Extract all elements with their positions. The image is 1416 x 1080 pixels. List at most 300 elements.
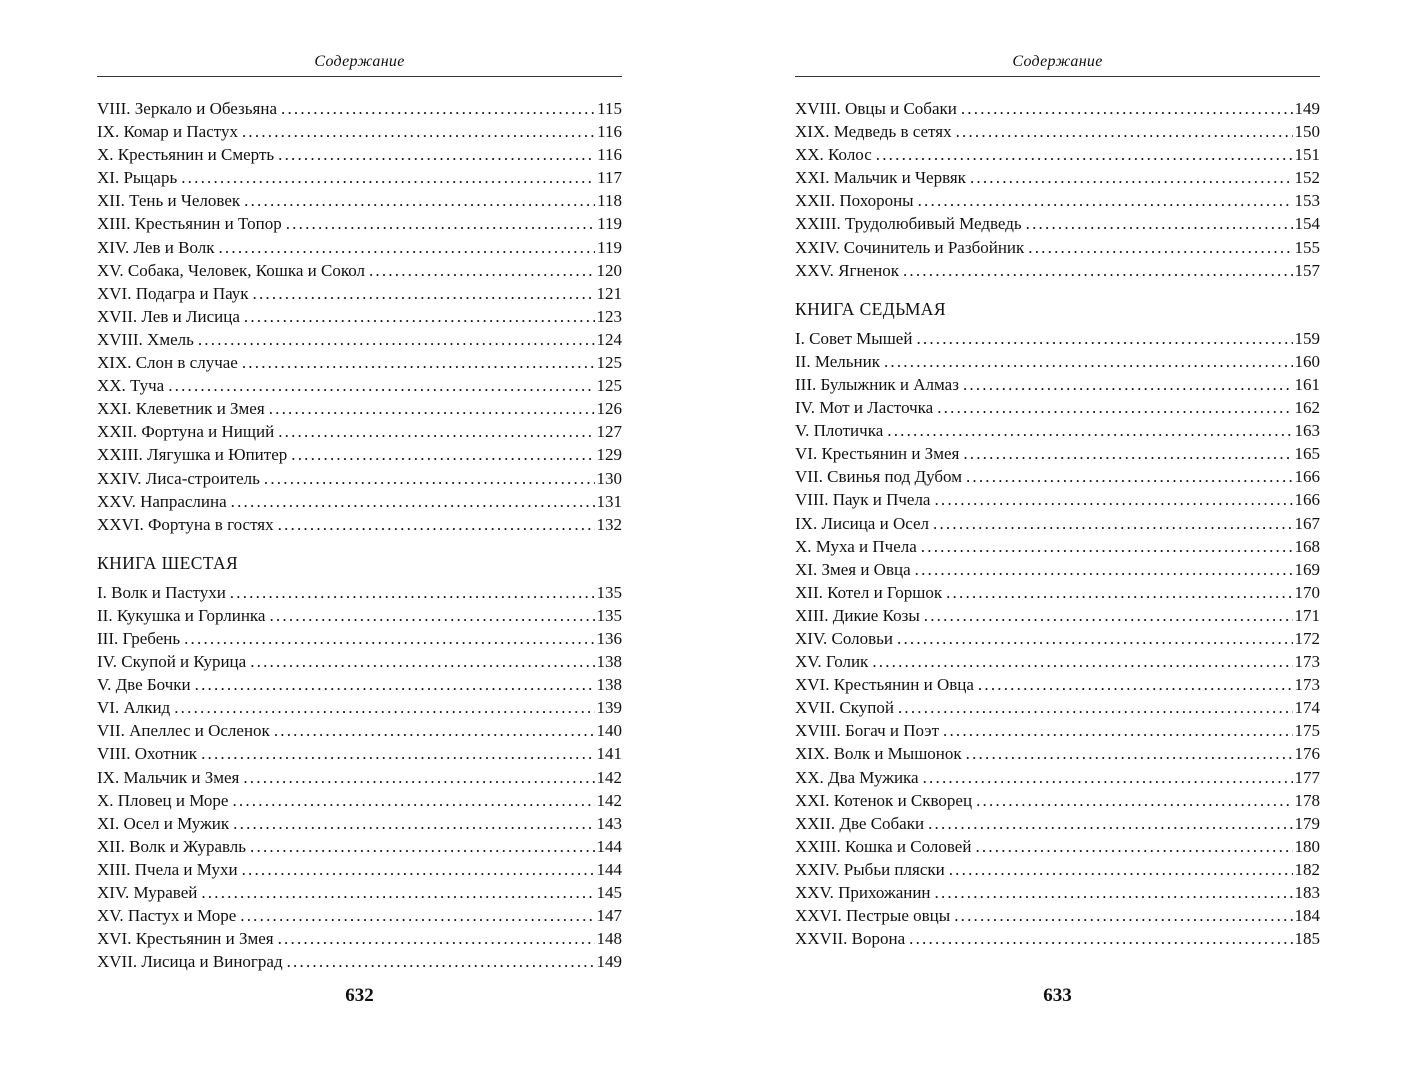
- dot-leader: [961, 97, 1293, 120]
- entry-title: XXI. Котенок и Скворец: [795, 790, 973, 810]
- toc-entry: [97, 881, 622, 904]
- entry-page-number: 132: [596, 514, 622, 534]
- entry-page-number: 165: [1294, 444, 1320, 464]
- dot-leader: [184, 627, 594, 650]
- dot-leader: [230, 581, 595, 604]
- toc-entry: [97, 166, 622, 189]
- dot-leader: [918, 189, 1293, 212]
- entry-page-number: 149: [1294, 99, 1320, 118]
- toc-entry: [97, 789, 622, 812]
- entry-page-number: 184: [1294, 906, 1320, 926]
- right-page: [795, 0, 1320, 1080]
- entry-title: XXII. Две Собаки: [795, 813, 925, 833]
- entry-page-number: 138: [596, 675, 622, 695]
- toc-entry: [795, 789, 1320, 812]
- dot-leader: [928, 812, 1292, 835]
- toc-entry: [97, 673, 622, 696]
- entry-title: IV. Скупой и Курица: [97, 652, 247, 672]
- entry-title: XV. Пастух и Море: [97, 906, 237, 926]
- toc-entry: [795, 350, 1320, 373]
- entry-title: XXV. Прихожанин: [795, 883, 931, 902]
- table-of-contents: [97, 97, 622, 973]
- toc-entry: [795, 673, 1320, 696]
- toc-entry: [795, 419, 1320, 442]
- dot-leader: [978, 673, 1293, 696]
- entry-title: XIX. Слон в случае: [97, 353, 238, 373]
- entry-title: XXIV. Рыбьи пляски: [795, 859, 945, 879]
- entry-title: XVI. Крестьянин и Овца: [795, 675, 974, 695]
- dot-leader: [976, 789, 1292, 812]
- dot-leader: [201, 881, 594, 904]
- toc-entry: [97, 812, 622, 835]
- entry-page-number: 127: [596, 422, 622, 442]
- toc-entry: [97, 513, 622, 536]
- dot-leader: [242, 351, 595, 374]
- toc-entry: [97, 835, 622, 858]
- dot-leader: [1026, 212, 1293, 235]
- entry-page-number: 117: [597, 168, 622, 188]
- entry-title: XXIV. Лиса-строитель: [97, 468, 260, 488]
- toc-entry: [795, 143, 1320, 166]
- toc-entry: [795, 189, 1320, 212]
- entry-page-number: 159: [1294, 328, 1320, 348]
- toc-entry: [795, 604, 1320, 627]
- entry-title: VIII. Охотник: [97, 744, 198, 764]
- entry-page-number: 121: [596, 283, 622, 303]
- entry-page-number: 150: [1294, 122, 1320, 142]
- entry-title: IV. Мот и Ласточка: [795, 398, 934, 418]
- entry-page-number: 143: [596, 813, 622, 833]
- entry-title: XX. Два Мужика: [795, 767, 919, 787]
- dot-leader: [198, 328, 595, 351]
- dot-leader: [898, 696, 1293, 719]
- entry-page-number: 115: [597, 99, 622, 118]
- dot-leader: [242, 858, 595, 881]
- toc-entry: [97, 212, 622, 235]
- dot-leader: [195, 673, 595, 696]
- entry-page-number: 126: [596, 399, 622, 419]
- entry-title: XXVII. Ворона: [795, 929, 906, 949]
- dot-leader: [278, 513, 595, 536]
- entry-title: XII. Тень и Человек: [97, 191, 241, 211]
- dot-leader: [233, 812, 594, 835]
- dot-leader: [946, 581, 1292, 604]
- entry-title: XI. Змея и Овца: [795, 559, 911, 579]
- toc-entry: [795, 236, 1320, 259]
- entry-title: VII. Свинья под Дубом: [795, 467, 962, 487]
- dot-leader: [269, 397, 595, 420]
- toc-entry: [97, 120, 622, 143]
- entry-page-number: 153: [1294, 191, 1320, 211]
- entry-title: XXV. Напраслина: [97, 491, 227, 511]
- entry-title: XV. Голик: [795, 652, 869, 672]
- toc-entry: [795, 881, 1320, 904]
- entry-title: XIII. Пчела и Мухи: [97, 859, 238, 879]
- toc-entry: [97, 627, 622, 650]
- toc-entry: [97, 650, 622, 673]
- entry-title: XVII. Лисица и Виноград: [97, 952, 283, 972]
- toc-entry: [795, 650, 1320, 673]
- entry-title: XXII. Фортуна и Нищий: [97, 422, 275, 442]
- entry-title: XX. Колос: [795, 145, 872, 165]
- toc-list: [795, 97, 1320, 282]
- entry-page-number: 123: [596, 306, 622, 326]
- entry-title: VIII. Зеркало и Обезьяна: [97, 99, 277, 118]
- entry-page-number: 169: [1294, 559, 1320, 579]
- entry-page-number: 173: [1294, 652, 1320, 672]
- page-number: 632: [345, 985, 374, 1006]
- dot-leader: [264, 467, 595, 490]
- entry-page-number: 183: [1294, 883, 1320, 902]
- entry-title: XVIII. Богач и Поэт: [795, 721, 939, 741]
- toc-entry: [97, 490, 622, 513]
- toc-entry: [97, 604, 622, 627]
- toc-entry: [795, 904, 1320, 927]
- dot-leader: [242, 120, 595, 143]
- entry-title: XXV. Ягненок: [795, 260, 899, 280]
- entry-page-number: 172: [1294, 628, 1320, 648]
- entry-page-number: 142: [596, 790, 622, 810]
- toc-entry: [795, 581, 1320, 604]
- toc-entry: [795, 835, 1320, 858]
- running-head: Содержание: [314, 53, 405, 70]
- entry-title: V. Плотичка: [795, 421, 884, 441]
- entry-page-number: 125: [596, 376, 622, 396]
- toc-entry: [97, 766, 622, 789]
- dot-leader: [966, 465, 1293, 488]
- toc-entry: [795, 259, 1320, 282]
- toc-entry: [97, 420, 622, 443]
- entry-page-number: 176: [1294, 744, 1320, 764]
- dot-leader: [963, 373, 1293, 396]
- toc-entry: [795, 927, 1320, 950]
- toc-entry: [97, 719, 622, 742]
- dot-leader: [278, 420, 594, 443]
- toc-entry: [795, 558, 1320, 581]
- toc-entry: [97, 927, 622, 950]
- toc-entry: [97, 742, 622, 765]
- entry-title: V. Две Бочки: [97, 675, 191, 695]
- entry-title: III. Булыжник и Алмаз: [795, 374, 959, 394]
- entry-page-number: 116: [597, 145, 622, 165]
- entry-page-number: 166: [1294, 490, 1320, 510]
- dot-leader: [924, 604, 1293, 627]
- entry-title: XXI. Мальчик и Червяк: [795, 168, 966, 188]
- toc-entry: [97, 374, 622, 397]
- entry-title: XXIII. Трудолюбивый Медведь: [795, 214, 1022, 234]
- entry-title: IX. Мальчик и Змея: [97, 767, 240, 787]
- dot-leader: [201, 742, 594, 765]
- entry-title: XXII. Похороны: [795, 191, 914, 211]
- entry-page-number: 161: [1294, 374, 1320, 394]
- toc-entry: [97, 397, 622, 420]
- toc-entry: [795, 373, 1320, 396]
- entry-title: XII. Волк и Журавль: [97, 836, 247, 856]
- toc-entry: [795, 166, 1320, 189]
- entry-title: XIII. Дикие Козы: [795, 605, 920, 625]
- dot-leader: [231, 490, 595, 513]
- dot-leader: [954, 904, 1292, 927]
- entry-page-number: 129: [596, 445, 622, 465]
- toc-entry: [795, 766, 1320, 789]
- toc-entry: [97, 904, 622, 927]
- dot-leader: [1028, 236, 1292, 259]
- dot-leader: [956, 120, 1293, 143]
- toc-entry: [97, 143, 622, 166]
- entry-page-number: 151: [1294, 145, 1320, 165]
- dot-leader: [933, 512, 1292, 535]
- entry-page-number: 178: [1294, 790, 1320, 810]
- toc-entry: [795, 120, 1320, 143]
- dot-leader: [174, 696, 594, 719]
- dot-leader: [281, 97, 595, 120]
- entry-title: XVII. Скупой: [795, 698, 894, 718]
- entry-title: XII. Котел и Горшок: [795, 582, 943, 602]
- entry-title: XX. Туча: [97, 376, 165, 396]
- toc-entry: [97, 858, 622, 881]
- entry-page-number: 147: [596, 906, 622, 926]
- dot-leader: [287, 950, 595, 973]
- entry-page-number: 118: [597, 191, 622, 211]
- entry-title: XVIII. Хмель: [97, 329, 194, 349]
- dot-leader: [915, 558, 1293, 581]
- entry-title: XVI. Крестьянин и Змея: [97, 929, 274, 949]
- dot-leader: [935, 881, 1293, 904]
- dot-leader: [876, 143, 1293, 166]
- entry-page-number: 170: [1294, 582, 1320, 602]
- toc-entry: [795, 327, 1320, 350]
- toc-entry: [97, 581, 622, 604]
- entry-page-number: 163: [1294, 421, 1320, 441]
- dot-leader: [884, 350, 1293, 373]
- entry-page-number: 175: [1294, 721, 1320, 741]
- dot-leader: [250, 650, 594, 673]
- toc-entry: [97, 950, 622, 973]
- dot-leader: [923, 766, 1293, 789]
- section-heading: КНИГА ШЕСТАЯ: [97, 552, 239, 573]
- entry-page-number: 180: [1294, 836, 1320, 856]
- entry-page-number: 182: [1294, 859, 1320, 879]
- entry-title: XVIII. Овцы и Собаки: [795, 99, 957, 118]
- entry-page-number: 116: [597, 122, 622, 142]
- toc-entry: [97, 236, 622, 259]
- dot-leader: [937, 396, 1292, 419]
- toc-entry: [97, 328, 622, 351]
- toc-entry: [795, 742, 1320, 765]
- entry-page-number: 136: [596, 628, 622, 648]
- toc-entry: [97, 443, 622, 466]
- page-number: 633: [1043, 985, 1072, 1006]
- dot-leader: [921, 535, 1293, 558]
- dot-leader: [278, 927, 595, 950]
- toc-entry: [795, 535, 1320, 558]
- left-page: [97, 0, 622, 1080]
- toc-entry: [795, 719, 1320, 742]
- entry-title: XV. Собака, Человек, Кошка и Сокол: [97, 260, 365, 280]
- entry-title: I. Совет Мышей: [795, 328, 913, 348]
- entry-title: XXI. Клеветник и Змея: [97, 399, 265, 419]
- entry-page-number: 179: [1294, 813, 1320, 833]
- entry-title: VIII. Паук и Пчела: [795, 490, 931, 510]
- entry-title: XXIII. Лягушка и Юпитер: [97, 445, 288, 465]
- toc-list: [97, 581, 622, 974]
- toc-entry: [795, 858, 1320, 881]
- toc-entry: [97, 259, 622, 282]
- dot-leader: [250, 835, 594, 858]
- dot-leader: [369, 259, 595, 282]
- dot-leader: [286, 212, 595, 235]
- dot-leader: [240, 904, 594, 927]
- header-rule: [795, 76, 1320, 77]
- entry-page-number: 171: [1294, 605, 1320, 625]
- entry-page-number: 145: [596, 883, 622, 902]
- entry-page-number: 125: [596, 353, 622, 373]
- entry-page-number: 177: [1294, 767, 1320, 787]
- toc-entry: [795, 97, 1320, 120]
- entry-page-number: 154: [1294, 214, 1320, 234]
- entry-page-number: 124: [596, 329, 622, 349]
- toc-entry: [795, 696, 1320, 719]
- toc-entry: [97, 282, 622, 305]
- entry-title: XVI. Подагра и Паук: [97, 283, 249, 303]
- table-of-contents: [795, 97, 1320, 950]
- toc-entry: [97, 696, 622, 719]
- entry-title: XXIII. Кошка и Соловей: [795, 836, 972, 856]
- entry-page-number: 155: [1294, 237, 1320, 257]
- entry-page-number: 135: [596, 605, 622, 625]
- dot-leader: [218, 236, 595, 259]
- entry-title: XIII. Крестьянин и Топор: [97, 214, 282, 234]
- toc-entry: [795, 442, 1320, 465]
- entry-title: X. Крестьянин и Смерть: [97, 145, 275, 165]
- entry-page-number: 174: [1294, 698, 1320, 718]
- entry-page-number: 168: [1294, 536, 1320, 556]
- entry-page-number: 148: [596, 929, 622, 949]
- entry-page-number: 131: [596, 491, 622, 511]
- dot-leader: [181, 166, 595, 189]
- dot-leader: [243, 766, 594, 789]
- dot-leader: [909, 927, 1292, 950]
- toc-list: [97, 97, 622, 536]
- entry-page-number: 173: [1294, 675, 1320, 695]
- entry-page-number: 119: [597, 237, 622, 257]
- entry-page-number: 144: [596, 859, 622, 879]
- entry-title: IX. Лисица и Осел: [795, 513, 930, 533]
- dot-leader: [975, 835, 1292, 858]
- entry-title: XXVI. Фортуна в гостях: [97, 514, 274, 534]
- toc-entry: [97, 97, 622, 120]
- dot-leader: [269, 604, 594, 627]
- dot-leader: [903, 259, 1293, 282]
- entry-title: VII. Апеллес и Осленок: [97, 721, 270, 741]
- entry-title: III. Гребень: [97, 628, 181, 648]
- entry-title: X. Муха и Пчела: [795, 536, 917, 556]
- dot-leader: [274, 719, 595, 742]
- dot-leader: [966, 742, 1293, 765]
- entry-page-number: 160: [1294, 351, 1320, 371]
- dot-leader: [943, 719, 1293, 742]
- dot-leader: [244, 189, 595, 212]
- entry-page-number: 152: [1294, 168, 1320, 188]
- entry-title: VI. Алкид: [97, 698, 171, 718]
- toc-entry: [97, 351, 622, 374]
- dot-leader: [916, 327, 1292, 350]
- entry-page-number: 185: [1294, 929, 1320, 949]
- dot-leader: [970, 166, 1293, 189]
- entry-title: XI. Осел и Мужик: [97, 813, 230, 833]
- entry-page-number: 140: [596, 721, 622, 741]
- toc-list: [795, 327, 1320, 951]
- entry-title: XIV. Муравей: [97, 883, 198, 902]
- entry-title: XVII. Лев и Лисица: [97, 306, 240, 326]
- toc-entry: [795, 396, 1320, 419]
- dot-leader: [244, 305, 595, 328]
- toc-entry: [795, 212, 1320, 235]
- toc-entry: [795, 488, 1320, 511]
- entry-page-number: 138: [596, 652, 622, 672]
- dot-leader: [897, 627, 1293, 650]
- entry-title: XXVI. Пестрые овцы: [795, 906, 951, 926]
- toc-entry: [97, 189, 622, 212]
- entry-title: II. Кукушка и Горлинка: [97, 605, 266, 625]
- toc-entry: [795, 812, 1320, 835]
- entry-title: VI. Крестьянин и Змея: [795, 444, 960, 464]
- dot-leader: [887, 419, 1292, 442]
- entry-page-number: 162: [1294, 398, 1320, 418]
- entry-page-number: 130: [596, 468, 622, 488]
- entry-page-number: 139: [596, 698, 622, 718]
- dot-leader: [872, 650, 1292, 673]
- toc-entry: [97, 305, 622, 328]
- toc-entry: [97, 467, 622, 490]
- entry-page-number: 149: [596, 952, 622, 972]
- toc-entry: [795, 512, 1320, 535]
- entry-title: XI. Рыцарь: [97, 168, 178, 188]
- dot-leader: [291, 443, 594, 466]
- entry-page-number: 166: [1294, 467, 1320, 487]
- header-rule: [97, 76, 622, 77]
- entry-page-number: 119: [597, 214, 622, 234]
- dot-leader: [253, 282, 595, 305]
- entry-title: X. Пловец и Море: [97, 790, 229, 810]
- entry-page-number: 157: [1294, 260, 1320, 280]
- dot-leader: [949, 858, 1293, 881]
- dot-leader: [934, 488, 1292, 511]
- entry-title: XIV. Соловьи: [795, 628, 893, 648]
- entry-page-number: 135: [596, 582, 622, 602]
- running-head: Содержание: [1012, 53, 1103, 70]
- toc-entry: [795, 465, 1320, 488]
- entry-page-number: 141: [596, 744, 622, 764]
- entry-title: XIX. Волк и Мышонок: [795, 744, 962, 764]
- dot-leader: [168, 374, 594, 397]
- dot-leader: [278, 143, 595, 166]
- dot-leader: [963, 442, 1292, 465]
- entry-title: IX. Комар и Пастух: [97, 122, 238, 142]
- entry-page-number: 142: [596, 767, 622, 787]
- entry-title: XXIV. Сочинитель и Разбойник: [795, 237, 1025, 257]
- entry-title: XIX. Медведь в сетях: [795, 122, 952, 142]
- dot-leader: [232, 789, 594, 812]
- entry-title: I. Волк и Пастухи: [97, 582, 226, 602]
- entry-page-number: 144: [596, 836, 622, 856]
- toc-entry: [795, 627, 1320, 650]
- entry-title: II. Мельник: [795, 351, 880, 371]
- entry-title: XIV. Лев и Волк: [97, 237, 215, 257]
- section-heading: КНИГА СЕДЬМАЯ: [795, 298, 946, 319]
- entry-page-number: 167: [1294, 513, 1320, 533]
- entry-page-number: 120: [596, 260, 622, 280]
